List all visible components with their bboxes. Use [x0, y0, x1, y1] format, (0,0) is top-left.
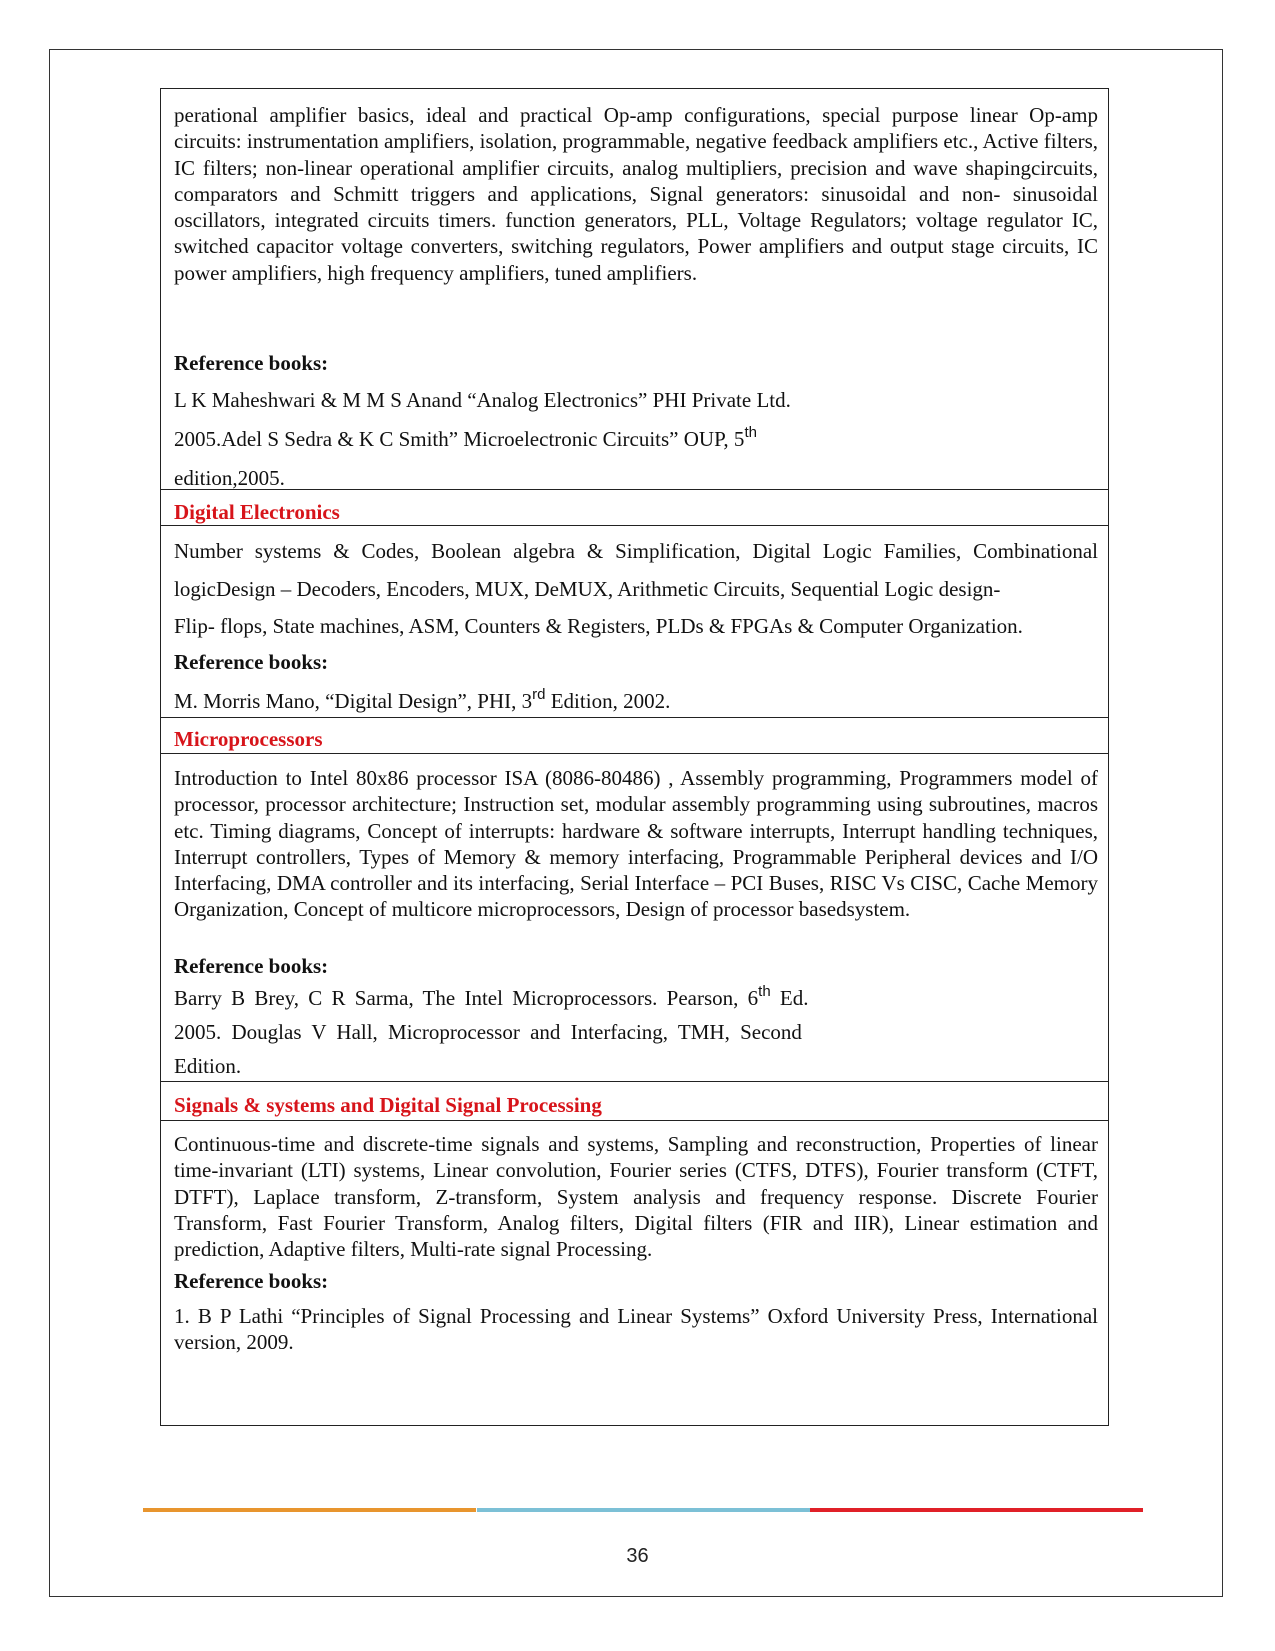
microprocessors-reference-heading: Reference books:: [174, 954, 329, 978]
digital-electronics-heading: Digital Electronics: [174, 500, 340, 524]
microprocessors-reference-2: 2005. Douglas V Hall, Microprocessor and Interfacing, TMH, Second: [174, 1020, 802, 1044]
microprocessors-body: Introduction to Intel 80x86 processor ISA (8086-80486) , Assembly programming, Programmers model of processor, processor architecture; Instruction set, modular assembly programming using subroutines, macros etc. Timing diagrams, Concept of interrupts: hardware & software interrupts, Interrupt handling techniques, Interrupt controllers, Types of Memory & memory interfacing, Programmable Peripheral devices and I/O Interfacing, DMA controller and its interfacing, Serial Interface – PCI Buses, RISC Vs CISC, Cache Memory Organization, Concept of multicore microprocessors, Design of processor basedsystem.: [174, 766, 1098, 922]
signals-reference-1: 1. B P Lathi “Principles of Signal Processing and Linear Systems” Oxford University Press, International version, 2009.: [174, 1304, 1098, 1355]
analog-body: perational amplifier basics, ideal and practical Op-amp configurations, special purpose linear Op-amp circuits: instrumentation amplifiers, isolation, programmable, negative feedback amplifiers etc., Active filters, IC filters; non-linear operational amplifier circuits, analog multipliers, precision and wave shapingcircuits, comparators and Schmitt triggers and applications, Signal generators: sinusoidal and non- sinusoidal oscillators, integrated circuits timers. function generators, PLL, Voltage Regulators; voltage regulator IC, switched capacitor voltage converters, switching regulators, Power amplifiers and output stage circuits, IC power amplifiers, high frequency amplifiers, tuned amplifiers.: [174, 103, 1098, 285]
analog-reference-1: L K Maheshwari & M M S Anand “Analog Electronics” PHI Private Ltd.: [174, 388, 791, 412]
analog-reference-heading: Reference books:: [174, 351, 329, 375]
row-divider: [161, 525, 1108, 526]
signals-reference-heading: Reference books:: [174, 1269, 329, 1293]
footer-bar-red: [810, 1508, 1143, 1512]
digital-body-line-3: Flip- flops, State machines, ASM, Counters & Registers, PLDs & FPGAs & Computer Organization.: [174, 614, 1023, 638]
row-divider: [161, 1120, 1108, 1121]
row-divider: [161, 489, 1108, 490]
footer-bar-orange: [143, 1508, 476, 1512]
microprocessors-heading: Microprocessors: [174, 727, 323, 751]
microprocessors-reference-1: Barry B Brey, C R Sarma, The Intel Microprocessors. Pearson, 6th Ed.: [174, 983, 809, 1010]
signals-dsp-heading: Signals & systems and Digital Signal Processing: [174, 1093, 602, 1117]
row-divider: [161, 753, 1108, 754]
digital-body-line-2: logicDesign – Decoders, Encoders, MUX, DeMUX, Arithmetic Circuits, Sequential Logic design-: [174, 577, 1001, 601]
footer-bar-blue: [477, 1508, 810, 1512]
syllabus-table: [160, 88, 1109, 1426]
row-divider: [161, 1081, 1108, 1082]
page-number: 36: [626, 1545, 649, 1567]
microprocessors-reference-3: Edition.: [174, 1054, 242, 1078]
digital-body-line-1: Number systems & Codes, Boolean algebra & Simplification, Digital Logic Families, Combinational: [174, 539, 1098, 563]
digital-reference-1: M. Morris Mano, “Digital Design”, PHI, 3rd Edition, 2002.: [174, 686, 671, 713]
row-divider: [161, 717, 1108, 718]
analog-reference-3: edition,2005.: [174, 466, 285, 490]
analog-reference-2: 2005.Adel S Sedra & K C Smith” Microelectronic Circuits” OUP, 5th: [174, 424, 757, 451]
signals-body: Continuous-time and discrete-time signals and systems, Sampling and reconstruction, Properties of linear time-invariant (LTI) systems, Linear convolution, Fourier series (CTFS, DTFS), Fourier transform (CTFT, DTFT), Laplace transform, Z-transform, System analysis and frequency response. Discrete Fourier Transform, Fast Fourier Transform, Analog filters, Digital filters (FIR and IIR), Linear estimation and prediction, Adaptive filters, Multi-rate signal Processing.: [174, 1132, 1098, 1262]
digital-reference-heading: Reference books:: [174, 650, 329, 674]
